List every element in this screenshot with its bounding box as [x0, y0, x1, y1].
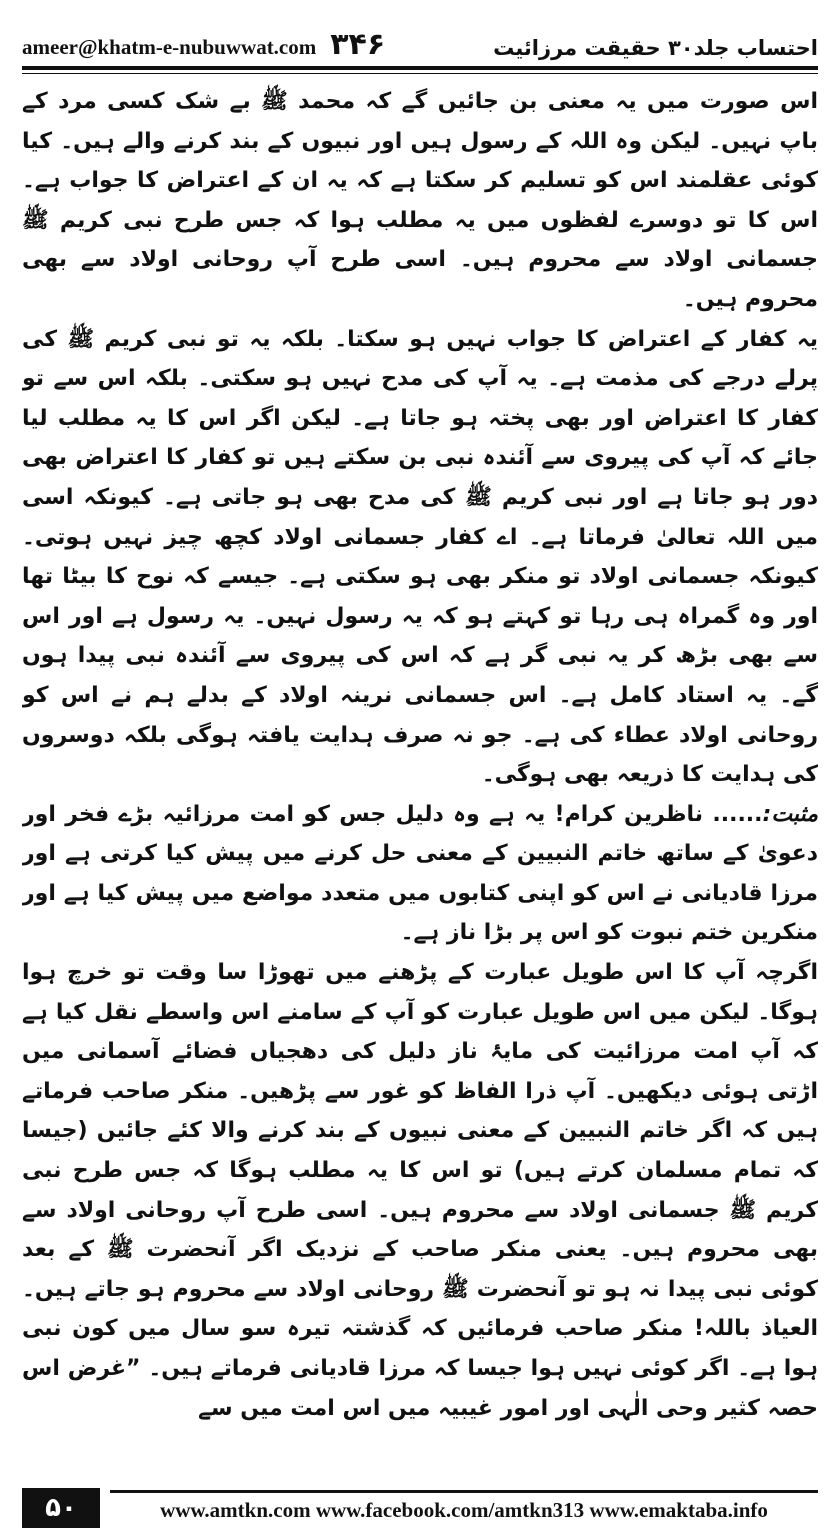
header-rule-thin: [22, 73, 818, 74]
footer-page-number: ۵۰: [22, 1488, 100, 1528]
paragraph-4-text: اگرچہ آپ کا اس طویل عبارت کے پڑھنے میں تھوڑا سا وقت تو خرچ ہوا ہوگا۔ لیکن میں اس طویل عبارت کو آپ کے سامنے اس واسطے نقل کیا ہے کہ آپ امت مرزائیت کی مایۂ ناز دلیل کی دھجیاں فضائے آسمانی میں اڑتی ہوئی دیکھیں۔ آپ ذرا الفاظ کو غور سے پڑھیں۔ منکر صاحب فرماتے ہیں کہ اگر خاتم النبیین کے معنی نبیوں کے بند کرنے والا کئے جائیں (جیسا کہ تمام مسلمان کرتے ہیں) تو اس کا یہ مطلب ہوگا کہ جس طرح نبی کریم ﷺ جسمانی اولاد سے محروم ہیں۔ اسی طرح آپ روحانی اولاد سے بھی محروم ہیں۔ یعنی منکر صاحب کے نزدیک اگر آنحضرت ﷺ کے بعد کوئی نبی پیدا نہ ہو تو آنحضرت ﷺ روحانی اولاد سے محروم ہو جاتے ہیں۔ العیاذ باللہ! منکر صاحب فرمائیں کہ گذشتہ تیرہ سو سال میں کون نبی ہوا ہے۔ اگر کوئی نہیں ہوا جیسا کہ مرزا قادیانی فرماتے ہیں۔ ”غرض اس حصہ کثیر وحی الٰہی اور امور غیبیہ میں اس امت میں سے: [22, 960, 818, 1421]
footer-links[interactable]: www.amtkn.com www.facebook.com/amtkn313 www.emaktaba.info: [160, 1498, 768, 1522]
page-body: [22, 82, 818, 1472]
paragraph-1-text: اس صورت میں یہ معنی بن جائیں گے کہ محمد ﷺ بے شک کسی مرد کے باپ نہیں۔ لیکن وہ اللہ کے رسول ہیں اور نبیوں کے بند کرنے والے ہیں۔ کیا کوئی عقلمند اس کو تسلیم کر سکتا ہے کہ یہ ان کے اعتراض کا جواب ہے۔ اس کا تو دوسرے لفظوں میں یہ مطلب ہوا کہ جس طرح نبی کریم ﷺ جسمانی اولاد سے محروم ہیں۔ اسی طرح آپ روحانی اولاد سے بھی محروم ہیں۔: [22, 89, 818, 312]
paragraph-4: [22, 953, 818, 1428]
header-left: [22, 27, 386, 62]
page-footer: [22, 1488, 818, 1528]
page-header: [22, 16, 818, 60]
header-email[interactable]: ameer@khatm-e-nubuwwat.com: [22, 35, 317, 59]
paragraph-3-label: مثبت:: [762, 801, 818, 827]
footer-rule: [110, 1490, 818, 1493]
paragraph-2-text: یہ کفار کے اعتراض کا جواب نہیں ہو سکتا۔ بلکہ یہ تو نبی کریم ﷺ کی پرلے درجے کی مذمت ہے۔ یہ آپ کی مدح نہیں ہو سکتی۔ بلکہ اس سے تو کفار کا اعتراض اور بھی پختہ ہو جاتا ہے۔ لیکن اگر اس کا یہ مطلب لیا جائے کہ آپ کی پیروی سے آئندہ نبی بن سکتے ہیں تو کفار کا اعتراض بھی دور ہو جاتا ہے اور نبی کریم ﷺ کی مدح بھی ہو جاتی ہے۔ کیونکہ اسی میں اللہ تعالیٰ فرماتا ہے۔ اے کفار جسمانی اولاد کچھ چیز نہیں ہوتی۔ کیونکہ جسمانی اولاد تو منکر بھی ہو سکتی ہے۔ جیسے کہ نوح کا بیٹا تھا اور وہ گمراہ ہی رہا تو کہتے ہو کہ یہ رسول نہیں۔ یہ رسول ہے اور اس سے بھی بڑھ کر یہ نبی گر ہے کہ اس کی پیروی سے آئندہ نبی پیدا ہوں گے۔ یہ استاد کامل ہے۔ اس جسمانی نرینہ اولاد کے بدلے ہم نے اس کو روحانی اولاد عطاء کی ہے۔ جو نہ صرف ہدایت یافتہ ہوگی بلکہ دوسروں کی ہدایت کا ذریعہ بھی ہوگی۔: [22, 326, 818, 788]
header-book-title: احتساب جلد۳۰ حقیقت مرزائیت: [493, 36, 818, 60]
paragraph-3-text: ...... ناظرین کرام! یہ ہے وہ دلیل جس کو امت مرزائیہ بڑے فخر اور دعویٰ کے ساتھ خاتم النبیین کے معنی حل کرنے میں پیش کیا کرتی ہے اور مرزا قادیانی نے اس کو اپنی کتابوں میں متعدد مواضع میں پیش کیا ہے اور منکرین ختم نبوت کو اس پر بڑا ناز ہے۔: [22, 801, 818, 946]
paragraph-3: [22, 795, 818, 953]
paragraph-2: [22, 320, 818, 795]
header-page-number: ۳۴۶: [330, 27, 386, 62]
header-rule-thick: [22, 66, 818, 70]
footer-links-area: [110, 1488, 818, 1528]
paragraph-1: [22, 82, 818, 320]
